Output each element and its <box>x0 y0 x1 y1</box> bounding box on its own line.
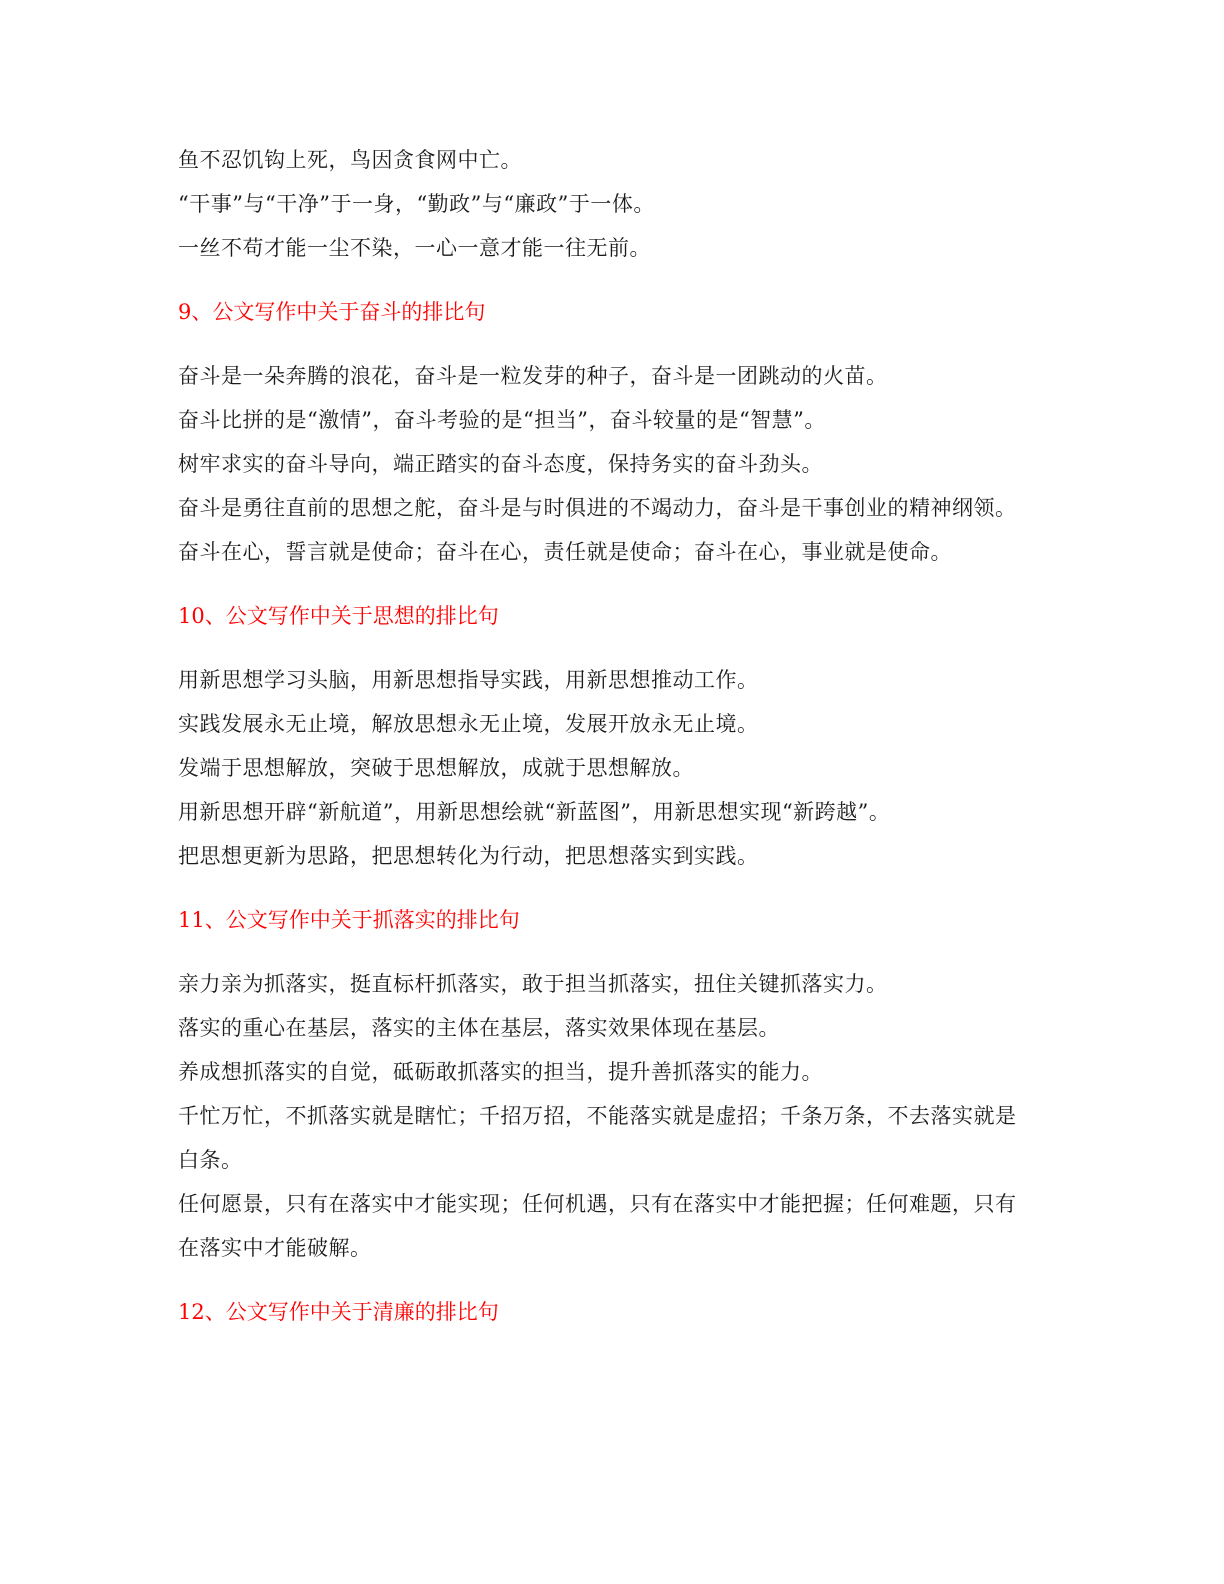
section-heading: 10、公文写作中关于思想的排比句 <box>178 604 499 628</box>
text-line: 一丝不苟才能一尘不染，一心一意才能一往无前。 <box>178 236 651 260</box>
text-line: 奋斗比拼的是“激情”，奋斗考验的是“担当”，奋斗较量的是“智慧”。 <box>178 408 826 432</box>
text-line: 发端于思想解放，突破于思想解放，成就于思想解放。 <box>178 756 694 780</box>
text-line: 奋斗是一朵奔腾的浪花，奋斗是一粒发芽的种子，奋斗是一团跳动的火苗。 <box>178 364 888 388</box>
section-heading: 12、公文写作中关于清廉的排比句 <box>178 1300 499 1324</box>
text-line: 把思想更新为思路，把思想转化为行动，把思想落实到实践。 <box>178 844 759 868</box>
text-line: 养成想抓落实的自觉，砥砺敢抓落实的担当，提升善抓落实的能力。 <box>178 1060 823 1084</box>
text-line: “干事”与“干净”于一身，“勤政”与“廉政”于一体。 <box>178 192 655 216</box>
text-line: 千忙万忙，不抓落实就是瞎忙；千招万招，不能落实就是虚招；千条万条，不去落实就是白条。 <box>178 1104 1017 1172</box>
text-line: 奋斗是勇往直前的思想之舵，奋斗是与时俱进的不竭动力，奋斗是干事创业的精神纲领。 <box>178 496 1017 520</box>
section-heading: 11、公文写作中关于抓落实的排比句 <box>178 908 520 932</box>
text-line: 用新思想学习头脑，用新思想指导实践，用新思想推动工作。 <box>178 668 759 692</box>
text-line: 用新思想开辟“新航道”，用新思想绘就“新蓝图”，用新思想实现“新跨越”。 <box>178 800 891 824</box>
text-line: 落实的重心在基层，落实的主体在基层，落实效果体现在基层。 <box>178 1016 780 1040</box>
section-heading: 9、公文写作中关于奋斗的排比句 <box>178 300 486 324</box>
text-line: 任何愿景，只有在落实中才能实现；任何机遇，只有在落实中才能把握；任何难题，只有在落实中才能破解。 <box>178 1192 1017 1260</box>
document-page <box>178 138 1038 1354</box>
text-line: 树牢求实的奋斗导向，端正踏实的奋斗态度，保持务实的奋斗劲头。 <box>178 452 823 476</box>
text-line: 奋斗在心，誓言就是使命；奋斗在心，责任就是使命；奋斗在心，事业就是使命。 <box>178 540 952 564</box>
text-line: 亲力亲为抓落实，挺直标杆抓落实，敢于担当抓落实，扭住关键抓落实力。 <box>178 972 888 996</box>
text-line: 实践发展永无止境，解放思想永无止境，发展开放永无止境。 <box>178 712 759 736</box>
text-line: 鱼不忍饥钩上死，鸟因贪食网中亡。 <box>178 148 522 172</box>
